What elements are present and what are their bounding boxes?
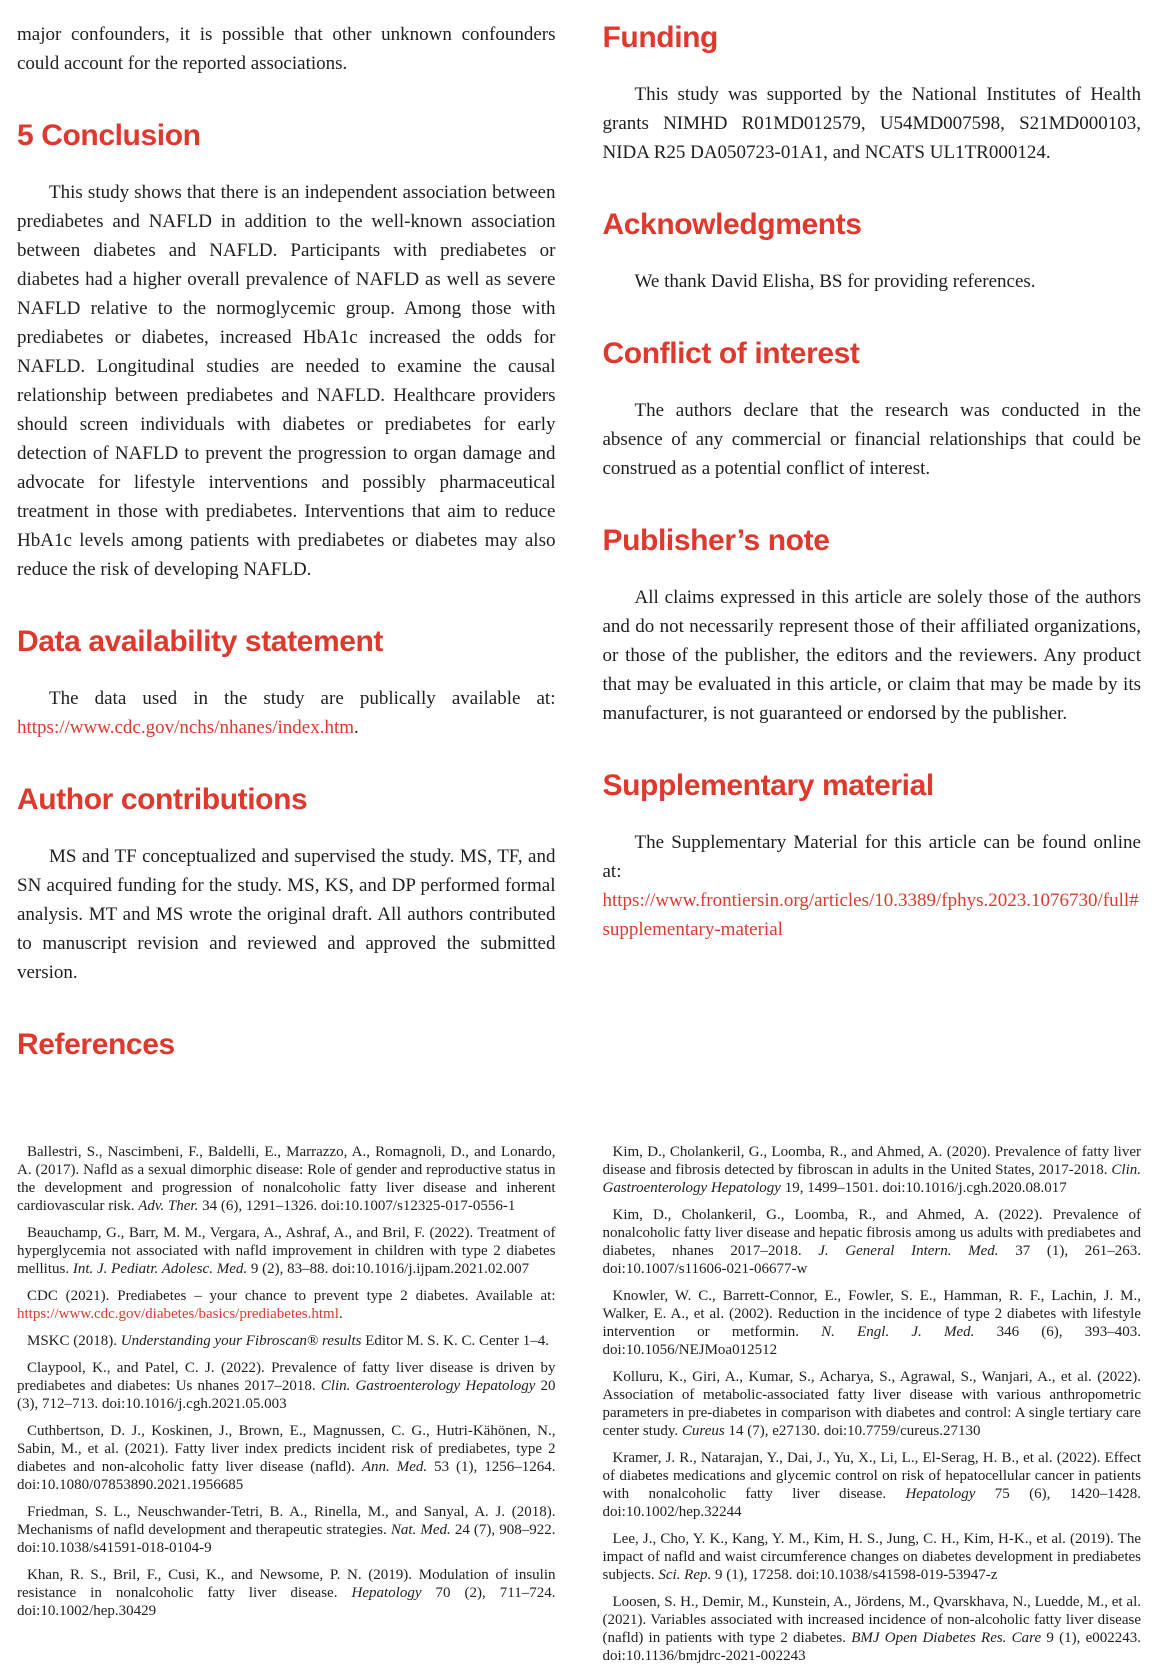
supplementary-material-link[interactable]: https://www.frontiersin.org/articles/10.3389/fphys.2023.1076730/full#supplementary-material — [602, 890, 1139, 940]
funding-text: This study was supported by the National Institutes of Health grants NIMHD R01MD012579, U54MD007598, S21MD000103, NIDA R25 DA050723-01A1, and NCATS UL1TR000124. — [602, 84, 1141, 163]
supplementary-material-text — [603, 828, 1142, 944]
refs-left-column — [17, 1143, 556, 1674]
reference-journal: Hepatology — [905, 1486, 976, 1502]
reference-journal: Clin. Gastroenterology Hepatology — [602, 1162, 1141, 1196]
reference-text: Ballestri, S., Nascimbeni, F., Baldelli, E., Marrazzo, A., Romagnoli, D., and Lonardo, A. (2017). Nafld as a sexual dimorphic disease: Role of gender and reproductive status in the development and progression of nonalcoholic fatty liver disease and inherent cardiovascular risk. — [17, 1144, 556, 1214]
nhanes-data-link[interactable]: https://www.cdc.gov/nchs/nhanes/index.htm — [17, 717, 355, 738]
reference-text: 9 (1), 17258. doi:10.1038/s41598-019-53947-z — [711, 1567, 998, 1583]
supplementary-material-text-before-link: The Supplementary Material for this article can be found online at: — [602, 832, 1141, 882]
section-heading-conclusion: 5 Conclusion — [17, 119, 201, 152]
reference-item — [17, 1332, 556, 1350]
reference-text: Knowler, W. C., Barrett-Connor, E., Fowler, S. E., Hamman, R. F., Lachin, J. M., Walker, E. A., et al. (2002). Reduction in the incidence of type 2 diabetes with lifestyle intervention or metformin. — [602, 1288, 1141, 1340]
reference-text: Kim, D., Cholankeril, G., Loomba, R., and Ahmed, A. (2020). Prevalence of fatty liver disease and fibrosis detected by fibroscan in adults in the United States, 2017-2018. — [602, 1144, 1141, 1178]
reference-item — [17, 1422, 556, 1494]
reference-text: 75 (6), 1420–1428. doi:10.1002/hep.32244 — [602, 1486, 1141, 1520]
reference-text: Loosen, S. H., Demir, M., Kunstein, A., Jördens, M., Qvarskhava, N., Luedde, M., et al. (2021). Variables associated with increased incidence of non-alcoholic fatty liver disease (nafld) in patients with type 2 diabetes. — [602, 1594, 1141, 1646]
reference-text: Friedman, S. L., Neuschwander-Tetri, B. A., Rinella, M., and Sanyal, A. J. (2018). Mechanisms of nafld development and therapeutic strategies. — [17, 1504, 556, 1538]
reference-text: 9 (1), e002243. doi:10.1136/bmjdrc-2021-002243 — [602, 1630, 1141, 1664]
reference-text: CDC (2021). Prediabetes – your chance to prevent type 2 diabetes. Available at: — [27, 1288, 556, 1304]
reference-journal: Hepatology — [351, 1585, 422, 1601]
reference-item — [603, 1143, 1142, 1197]
reference-text: MSKC (2018). — [27, 1333, 121, 1349]
reference-text: 20 (3), 712–713. doi:10.1016/j.cgh.2021.05.003 — [17, 1378, 556, 1412]
reference-journal: Cureus — [681, 1423, 725, 1439]
section-heading-conflict-of-interest: Conflict of interest — [602, 337, 860, 370]
reference-text: Khan, R. S., Bril, F., Cusi, K., and Newsome, P. N. (2019). Modulation of insulin resistance in nonalcoholic fatty liver disease. — [17, 1567, 556, 1601]
reference-journal: Ann. Med. — [361, 1459, 428, 1475]
reference-item — [17, 1503, 556, 1557]
reference-text: 14 (7), e27130. doi:10.7759/cureus.27130 — [724, 1423, 981, 1439]
reference-text: 34 (6), 1291–1326. doi:10.1007/s12325-017-0556-1 — [198, 1198, 516, 1214]
right-column — [603, 20, 1142, 1087]
reference-item — [603, 1593, 1142, 1665]
reference-journal: Nat. Med. — [390, 1522, 451, 1538]
reference-journal: N. Engl. J. Med. — [821, 1324, 975, 1340]
reference-journal: J. General Intern. Med. — [818, 1243, 999, 1259]
reference-item — [603, 1206, 1142, 1278]
author-contributions-text: MS and TF conceptualized and supervised the study. MS, TF, and SN acquired funding for the study. MS, KS, and DP performed formal analysis. MT and MS wrote the original draft. All authors contributed to manuscript revision and reviewed and approved the submitted version. — [17, 846, 556, 983]
data-availability-text — [17, 684, 556, 742]
reference-text: 9 (2), 83–88. doi:10.1016/j.ijpam.2021.02.007 — [247, 1261, 530, 1277]
section-heading-funding: Funding — [602, 21, 718, 54]
reference-journal: Int. J. Pediatr. Adolesc. Med. — [72, 1261, 248, 1277]
section-heading-supplementary-material: Supplementary material — [602, 769, 934, 802]
conflict-of-interest-text: The authors declare that the research was conducted in the absence of any commercial or financial relationships that could be construed as a potential conflict of interest. — [602, 400, 1141, 479]
reference-text: 53 (1), 1256–1264. doi:10.1080/07853890.2021.1956685 — [17, 1459, 556, 1493]
refs-right-column — [603, 1143, 1142, 1674]
reference-text: Kramer, J. R., Natarajan, Y., Dai, J., Yu, X., Li, L., El-Serag, H. B., et al. (2022). Effect of diabetes medications and glycemic control on risk of hepatocellular cancer in patients with nonalcoholic fatty liver disease. — [602, 1450, 1141, 1502]
reference-item — [603, 1368, 1142, 1440]
reference-journal: Understanding your Fibroscan® results — [120, 1333, 362, 1349]
section-heading-references: References — [17, 1028, 175, 1061]
reference-text: Lee, J., Cho, Y. K., Kang, Y. M., Kim, H. S., Jung, C. H., Kim, H-K., et al. (2019). The impact of nafld and waist circumference changes on diabetes development in prediabetes subjects. — [602, 1531, 1141, 1583]
reference-item — [17, 1287, 556, 1323]
acknowledgments-text: We thank David Elisha, BS for providing references. — [634, 271, 1036, 292]
reference-text: Claypool, K., and Patel, C. J. (2022). Prevalence of fatty liver disease is driven by prediabetes and diabetes: Us nhanes 2017–2018. — [17, 1360, 556, 1394]
reference-text: Kim, D., Cholankeril, G., Loomba, R., and Ahmed, A. (2022). Prevalence of nonalcoholic fatty liver disease and hepatic fibrosis among us adults with prediabetes and diabetes, nhanes 2017–2018. — [602, 1207, 1141, 1259]
section-heading-data-availability: Data availability statement — [17, 625, 384, 658]
main-content-row — [17, 20, 1141, 1087]
reference-text: 24 (7), 908–922. doi:10.1038/s41591-018-0104-9 — [17, 1522, 556, 1556]
reference-item — [17, 1143, 556, 1215]
reference-journal: Clin. Gastroenterology Hepatology — [320, 1378, 536, 1394]
data-availability-text-before-link: The data used in the study are publically available at: — [49, 688, 556, 709]
reference-text: . — [338, 1306, 343, 1322]
reference-item — [603, 1449, 1142, 1521]
section-heading-author-contributions: Author contributions — [17, 783, 308, 816]
left-column — [17, 20, 556, 1087]
reference-text: Kolluru, K., Giri, A., Kumar, S., Acharya, S., Agrawal, S., Wanjari, A., et al. (2022). Association of metabolic-associated fatty liver disease with various anthropometric parameters in pre-diabetes in comparison with diabetes and control: A single tertiary care center study. — [602, 1369, 1141, 1439]
reference-text: Cuthbertson, D. J., Koskinen, J., Brown, E., Magnussen, C. G., Hutri-Kähönen, N., Sabin, M., et al. (2021). Fatty liver index predicts incident risk of prediabetes, type 2 diabetes and non-alcoholic fatty liver disease (nafld). — [17, 1423, 556, 1475]
references-row — [17, 1143, 1141, 1674]
reference-item — [17, 1359, 556, 1413]
conclusion-text: This study shows that there is an independent association between prediabetes and NAFLD in addition to the well-known association between diabetes and NAFLD. Participants with prediabetes or diabetes had a higher overall prevalence of NAFLD as well as severe NAFLD relative to the normoglycemic group. Among those with prediabetes or diabetes, increased HbA1c increased the odds for NAFLD. Longitudinal studies are needed to examine the causal relationship between prediabetes and NAFLD. Healthcare providers should screen individuals with diabetes or prediabetes for early detection of NAFLD to prevent the progression to organ damage and advocate for lifestyle interventions and possibly pharmaceutical treatment in those with prediabetes. Interventions that aim to reduce HbA1c levels among patients with prediabetes or diabetes may also reduce the risk of developing NAFLD. — [17, 182, 556, 580]
reference-text: 70 (2), 711–724. doi:10.1002/hep.30429 — [17, 1585, 556, 1619]
intro-continuation-paragraph: major confounders, it is possible that other unknown confounders could account for the reported associations. — [17, 24, 556, 74]
publishers-note-text: All claims expressed in this article are solely those of the authors and do not necessarily represent those of their affiliated organizations, or those of the publisher, the editors and the reviewers. Any product that may be evaluated in this article, or claim that may be made by its manufacturer, is not guaranteed or endorsed by the publisher. — [602, 587, 1141, 724]
reference-link[interactable]: https://www.cdc.gov/diabetes/basics/prediabetes.html — [17, 1306, 339, 1322]
section-heading-publishers-note: Publisher’s note — [602, 524, 830, 557]
reference-journal: Sci. Rep. — [658, 1567, 712, 1583]
reference-item — [603, 1287, 1142, 1359]
data-availability-text-after-link: . — [354, 717, 359, 738]
reference-text: Editor M. S. K. C. Center 1–4. — [361, 1333, 549, 1349]
reference-item — [603, 1530, 1142, 1584]
reference-text: Beauchamp, G., Barr, M. M., Vergara, A., Ashraf, A., and Bril, F. (2022). Treatment of hyperglycemia not associated with nafld improvement in children with type 2 diabetes mellitus. — [17, 1225, 556, 1277]
reference-text: 37 (1), 261–263. doi:10.1007/s11606-021-06677-w — [602, 1243, 1141, 1277]
reference-text: 346 (6), 393–403. doi:10.1056/NEJMoa012512 — [602, 1324, 1141, 1358]
reference-item — [17, 1224, 556, 1278]
reference-journal: Adv. Ther. — [138, 1198, 199, 1214]
reference-text: 19, 1499–1501. doi:10.1016/j.cgh.2020.08.017 — [780, 1180, 1067, 1196]
reference-journal: BMJ Open Diabetes Res. Care — [851, 1630, 1042, 1646]
section-heading-acknowledgments: Acknowledgments — [602, 208, 862, 241]
